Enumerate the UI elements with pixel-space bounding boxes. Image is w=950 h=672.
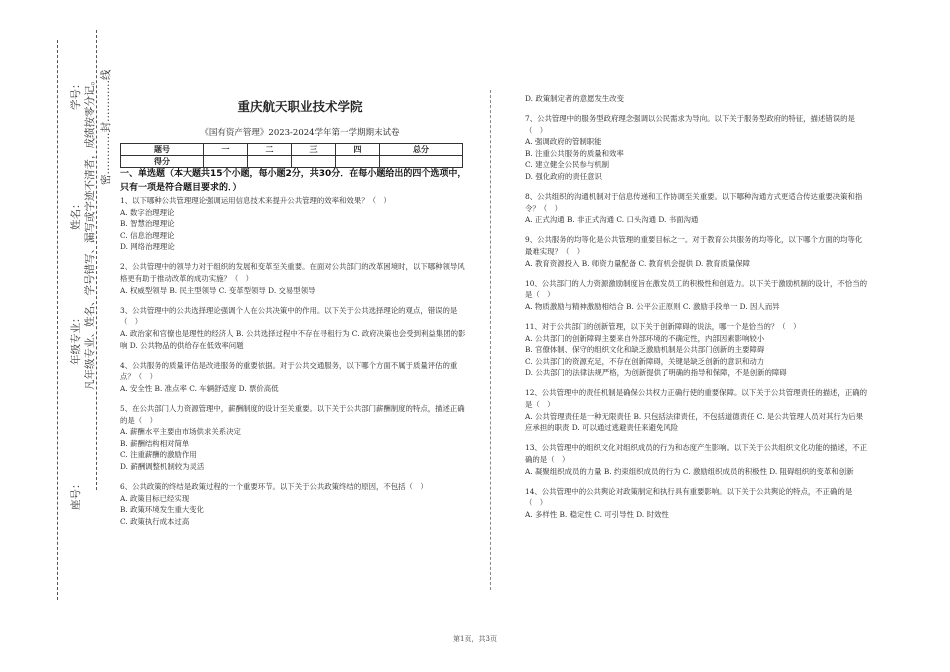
score-table — [120, 143, 463, 168]
question-stem: 8、公共组织的沟通机制对于信息传递和工作协调至关重要。以下哪种沟通方式更适合传达重要决策和指令？（ ） — [525, 192, 863, 213]
binding-notice: 凡年级专业、姓名、学号错写、漏写或字迹不清者，成绩按零分记。 — [84, 75, 96, 390]
question-item — [120, 481, 468, 527]
page-footer: 第1页，共3页 — [453, 635, 497, 643]
left-column — [120, 168, 468, 536]
question-stem: 3、公共管理中的公共选择理论强调个人在公共决策中的作用。以下关于公共选择理论的观点，错误的是（ ） — [120, 305, 458, 327]
answer-option: B. 薪酬结构相对简单 — [120, 438, 190, 448]
answer-option: A. 凝聚组织成员的力量 B. 约束组织成员的行为 C. 激励组织成员的积极性 D. 阻碍组织的变革和创新 — [525, 466, 854, 476]
answer-option: D. 网络治理理论 — [120, 242, 175, 252]
right-column — [525, 93, 867, 529]
score-cell[interactable] — [204, 156, 248, 168]
question-item — [525, 234, 867, 269]
answer-option: D. 强化政府的责任意识 — [525, 172, 602, 182]
question-stem: 2、公共管理中的领导力对于组织的发展和变革至关重要。在面对公共部门的改革困境时，以下哪种领导风格更有助于推动改革的成功实施？（ ） — [120, 262, 465, 284]
score-header-cell: 三 — [291, 144, 335, 156]
score-table-score-row — [121, 156, 463, 168]
column-divider — [490, 90, 491, 590]
score-header-cell: 一 — [204, 144, 248, 156]
question-stem: 12、公共管理中的责任机制是确保公共权力正确行使的重要保障。以下关于公共管理责任的描述，正确的是（ ） — [525, 388, 867, 410]
question-stem: 7、公共管理中的服务型政府理念强调以公民需求为导向。以下关于服务型政府的特征，描述错误的是（ ） — [525, 114, 855, 135]
score-header-cell: 题号 — [121, 144, 204, 156]
score-header-cell: 四 — [335, 144, 379, 156]
question-item — [525, 191, 867, 226]
question-stem: 4、公共服务的质量评估是改进服务的重要依据。对于公共交通服务，以下哪个方面不属于质量评估的重点？（ ） — [120, 360, 458, 382]
question-stem: 10、公共部门的人力资源激励制度旨在激发员工的积极性和创造力。以下关于激励机制的设计，不恰当的是（ ） — [525, 278, 867, 300]
question-item — [120, 195, 468, 253]
binding-dashed-line-outer — [96, 30, 97, 490]
section-heading: 一、单选题（本大题共15个小题，每小题2分，共30分．在每小题给出的四个选项中，只有一项是符合题目要求的．） — [120, 169, 467, 193]
answer-option: C. 公共部门的资源充足，不存在创新障碍，关键是缺乏创新的意识和动力 — [525, 356, 765, 366]
score-cell[interactable] — [291, 156, 335, 168]
answer-option: A. 公共管理责任是一种无限责任 B. 只包括法律责任，不包括道德责任 C. 是公共管理人员对其行为后果应承担的职责 D. 可以通过逃避责任来避免风险 — [525, 411, 863, 433]
name-label: 姓名： — [70, 198, 82, 230]
answer-option: B. 注重公共服务的质量和效率 — [525, 148, 624, 158]
question-item — [120, 305, 468, 351]
question-stem: 14、公共管理中的公共舆论对政策制定和执行具有重要影响。以下关于公共舆论的特点，不正确的是（ ） — [525, 486, 853, 508]
question-stem: 5、在公共部门人力资源管理中，薪酬制度的设计至关重要。以下关于公共部门薪酬制度的特点，描述正确的是（ ） — [120, 403, 465, 425]
question-item — [525, 113, 867, 183]
binding-dashed-line-inner — [57, 40, 58, 600]
question-item — [525, 321, 867, 379]
score-cell[interactable] — [335, 156, 379, 168]
answer-option: A. 教育资源投入 B. 师资力量配备 C. 教育机会提供 D. 教育质量保障 — [525, 258, 751, 268]
answer-option: A. 权威型领导 B. 民主型领导 C. 变革型领导 D. 交易型领导 — [120, 285, 316, 295]
answer-option: A. 薪酬水平主要由市场供求关系决定 — [120, 427, 241, 437]
binding-margin — [0, 0, 110, 672]
carry-over-option: D. 政策制定者的意愿发生改变 — [525, 94, 625, 103]
answer-option: A. 正式沟通 B. 非正式沟通 C. 口头沟通 D. 书面沟通 — [525, 215, 699, 225]
answer-option: D. 公共部门的法律法规严格，为创新提供了明确的指导和保障，不是创新的障碍 — [525, 368, 787, 378]
answer-option: C. 政策执行成本过高 — [120, 516, 190, 526]
exam-subtitle: 《国有资产管理》2023-2024学年第一学期期末试卷 — [200, 128, 400, 138]
score-header-cell: 总分 — [379, 144, 462, 156]
answer-option: A. 数字治理理论 — [120, 207, 175, 217]
answer-option: A. 政治家和官僚也是理性的经济人 B. 公共选择过程中不存在寻租行为 C. 政府决策也会受到利益集团的影响 D. 公共物品的供给存在低效率问题 — [120, 328, 466, 350]
class-label: 年级专业： — [70, 312, 82, 365]
answer-option: A. 公共部门的创新障碍主要来自外部环境的不确定性，内部因素影响较小 — [525, 333, 765, 343]
page-title: 重庆航天职业技术学院 — [237, 99, 363, 114]
student-id-label: 学号： — [70, 78, 82, 110]
answer-option: D. 薪酬调整机制较为灵活 — [120, 461, 205, 471]
answer-option: A. 安全性 B. 准点率 C. 车辆舒适度 D. 票价高低 — [120, 383, 279, 393]
score-header-cell: 二 — [248, 144, 292, 156]
question-item — [120, 261, 468, 296]
score-cell[interactable] — [248, 156, 292, 168]
cut-line-label: 密…………封…………线 — [100, 69, 112, 185]
score-table-header-row — [121, 144, 463, 156]
seat-label: 座号： — [70, 478, 82, 510]
answer-option: B. 智慧治理理论 — [120, 219, 175, 229]
question-item — [525, 387, 867, 433]
question-stem: 11、对于公共部门的创新管理，以下关于创新障碍的说法，哪一个是恰当的？（ ） — [525, 322, 801, 331]
answer-option: A. 强调政府的管制职能 — [525, 137, 602, 147]
question-item — [120, 403, 468, 473]
score-cell[interactable] — [379, 156, 462, 168]
question-item — [525, 442, 867, 477]
question-item — [525, 278, 867, 313]
answer-option: B. 政策环境发生重大变化 — [120, 505, 205, 515]
answer-option: C. 信息治理理论 — [120, 230, 175, 240]
question-stem: 1、以下哪种公共管理理论强调运用信息技术来提升公共管理的效率和效果？（ ） — [120, 196, 391, 205]
answer-option: C. 注重薪酬的激励作用 — [120, 450, 197, 460]
score-row-label: 得分 — [121, 156, 204, 168]
question-stem: 6、公共政策的终结是政策过程的一个重要环节。以下关于公共政策终结的原因，不包括（ ） — [120, 481, 428, 491]
question-stem: 13、公共管理中的组织文化对组织成员的行为和态度产生影响。以下关于公共组织文化功能的描述，不正确的是（ ） — [525, 443, 867, 464]
answer-option: A. 物质激励与精神激励相结合 B. 公平公正原则 C. 激励手段单一 D. 因人而异 — [525, 301, 780, 311]
question-stem: 9、公共服务的均等化是公共管理的重要目标之一。对于教育公共服务的均等化，以下哪个方面的均等化最难实现？（ ） — [525, 235, 863, 257]
answer-option: A. 政策目标已经实现 — [120, 493, 190, 503]
answer-option: B. 官僚体制、保守的组织文化和缺乏激励机制是公共部门创新的主要障碍 — [525, 345, 765, 355]
answer-option: A. 多样性 B. 稳定性 C. 可引导性 D. 时效性 — [525, 509, 669, 519]
question-item — [120, 360, 468, 395]
question-item — [525, 486, 867, 521]
answer-option: C. 建立健全公民参与机制 — [525, 160, 609, 170]
